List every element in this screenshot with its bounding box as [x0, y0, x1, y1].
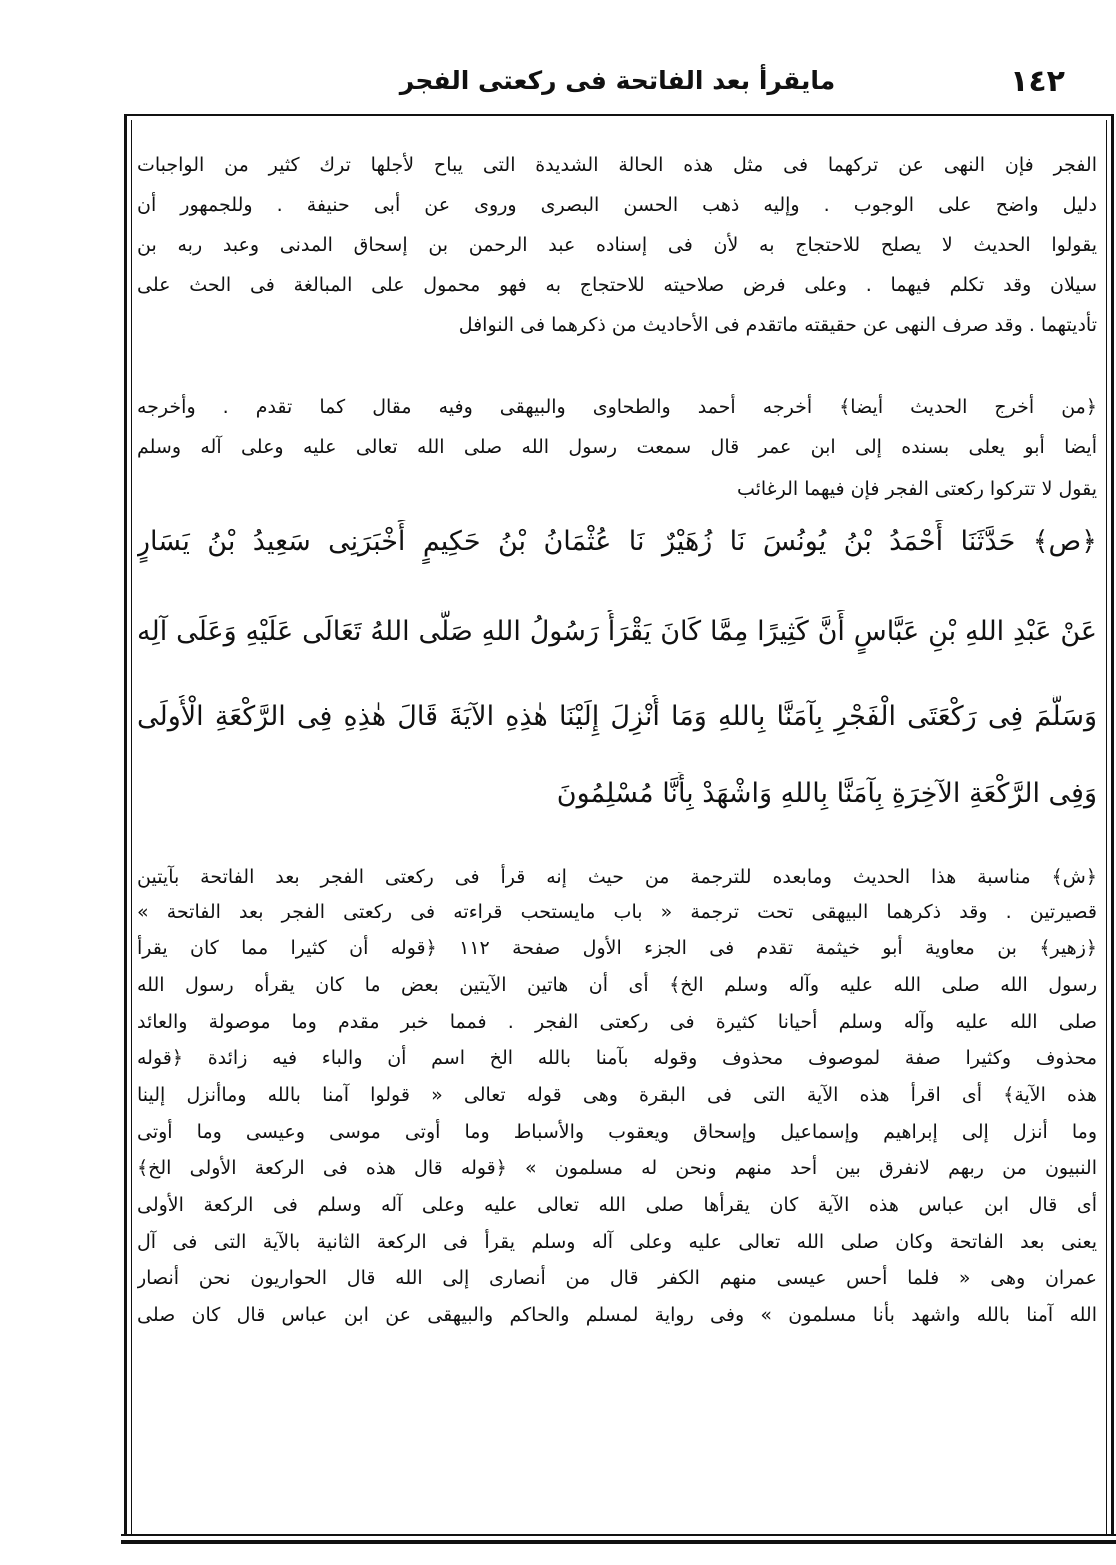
text-line: تأديتهما . وقد صرف النهى عن حقيقته ماتقدم فى الأحاديث من ذكرهما فى النوافل: [458, 314, 1097, 336]
text-line: الله آمنا بالله واشهد بأنا مسلمون » وفى رواية لمسلم والحاكم والبيهقى عن ابن عباس قال كان صلى: [137, 1304, 1097, 1326]
hadith-line: ﴿ص﴾ حَدَّثَنَا أَحْمَدُ بْنُ يُونُسَ نَا زُهَيْرٌ نَا عُثْمَانُ بْنُ حَكِيمٍ أَخْبَرَنِى سَعِيدُ بْنُ يَسَارٍ: [137, 526, 1097, 557]
text-line: يعنى بعد الفاتحة وكان صلى الله تعالى عليه وعلى آله وسلم يقرأ فى الركعة الثانية بالآية التى فى آل: [137, 1231, 1097, 1253]
text-line: الفجر فإن النهى عن تركهما فى مثل هذه الحالة الشديدة التى يباح لأجلها ترك كثير من الواجبات: [137, 154, 1097, 176]
hadith-line: وَسَلَّمَ فِى رَكْعَتَى الْفَجْرِ بِآمَنَّا بِاللهِ وَمَا أُنْزِلَ إِلَيْنَا هٰذِهِ الآيَةَ قَالَ هٰذِهِ فِى الرَّكْعَةِ الْأُولَى: [137, 701, 1097, 732]
text-line: صلى الله عليه وآله وسلم أحيانا كثيرة فى ركعتى الفجر . فمما خبر مقدم وما موصولة والعائد: [137, 1011, 1097, 1033]
text-line: سيلان وقد تكلم فيهما . وعلى فرض صلاحيته للاحتجاج به فهو محمول على المبالغة فى الحث على: [137, 274, 1097, 296]
text-line: عمران وهى « فلما أحس عيسى منهم الكفر قال من أنصارى إلى الله قال الحواريون نحن أنصار: [137, 1267, 1097, 1289]
text-line: أى قال ابن عباس هذه الآية كان يقرأها صلى الله تعالى عليه وعلى آله وسلم فى الركعة الأولى: [137, 1194, 1097, 1216]
text-line: النبيون من ربهم لانفرق بين أحد منهم ونحن له مسلمون » ﴿قوله قال هذه فى الركعة الأولى الخ﴾: [137, 1157, 1097, 1179]
text-line: دليل واضح على الوجوب . وإليه ذهب الحسن البصرى وروى عن أبى حنيفة . وللجمهور أن: [137, 194, 1097, 216]
text-line: ﴿من أخرج الحديث أيضا﴾ أخرجه أحمد والطحاوى والبيهقى وفيه مقال كما تقدم . وأخرجه: [137, 396, 1097, 418]
hadith-line: عَنْ عَبْدِ اللهِ بْنِ عَبَّاسٍ أَنَّ كَثِيرًا مِمَّا كَانَ يَقْرَأُ رَسُولُ اللهِ صَلَّى اللهُ تَعَالَى عَلَيْهِ وَعَلَى آلِه: [137, 616, 1097, 647]
text-line: قصيرتين . وقد ذكرهما البيهقى تحت ترجمة « باب مايستحب قراءته فى ركعتى الفجر بعد الفاتحة »: [137, 901, 1097, 923]
text-line: يقول لا تتركوا ركعتى الفجر فإن فيهما الرغائب: [736, 478, 1097, 500]
page-number: ١٤٢: [1010, 64, 1065, 99]
text-line: ﴿زهير﴾ بن معاوية أبو خيثمة تقدم فى الجزء الأول صفحة ١١٢ ﴿قوله أن كثيرا مما كان يقرأ: [137, 937, 1097, 959]
text-line: هذه الآية﴾ أى اقرأ هذه الآية التى فى البقرة وهى قوله تعالى « قولوا آمنا بالله وماأنزل إلينا: [137, 1084, 1097, 1106]
text-line: رسول الله صلى الله عليه وآله وسلم الخ﴾ أى أن هاتين الآيتين بعض ما كان يقرأه رسول الله: [137, 974, 1097, 996]
text-line: أيضا أبو يعلى بسنده إلى ابن عمر قال سمعت رسول الله صلى الله تعالى عليه وعلى آله وسلم: [137, 436, 1097, 458]
running-title: مايقرأ بعد الفاتحة فى ركعتى الفجر: [399, 66, 836, 95]
text-line: ﴿ش﴾ مناسبة هذا الحديث ومابعده للترجمة من حيث إنه قرأ فى ركعتى الفجر بعد الفاتحة بآيتين: [137, 866, 1097, 888]
text-line: يقولوا الحديث لا يصلح للاحتجاج به لأن فى إسناده عبد الرحمن بن إسحاق المدنى وعبد ربه بن: [137, 234, 1097, 256]
text-line: وما أنزل إلى إبراهيم وإسماعيل وإسحاق ويعقوب والأسباط وما أوتى موسى وعيسى وما أوتى: [137, 1121, 1097, 1143]
page-header: [130, 62, 1105, 106]
text-line: محذوف وكثيرا صفة لموصوف محذوف وقوله بآمنا بالله الخ اسم أن والباء فيه زائدة ﴿قوله: [137, 1047, 1097, 1069]
hadith-line: وَفِى الرَّكْعَةِ الآخِرَةِ بِآمَنَّا بِاللهِ وَاشْهَدْ بِأَنَّا مُسْلِمُونَ: [556, 778, 1097, 809]
